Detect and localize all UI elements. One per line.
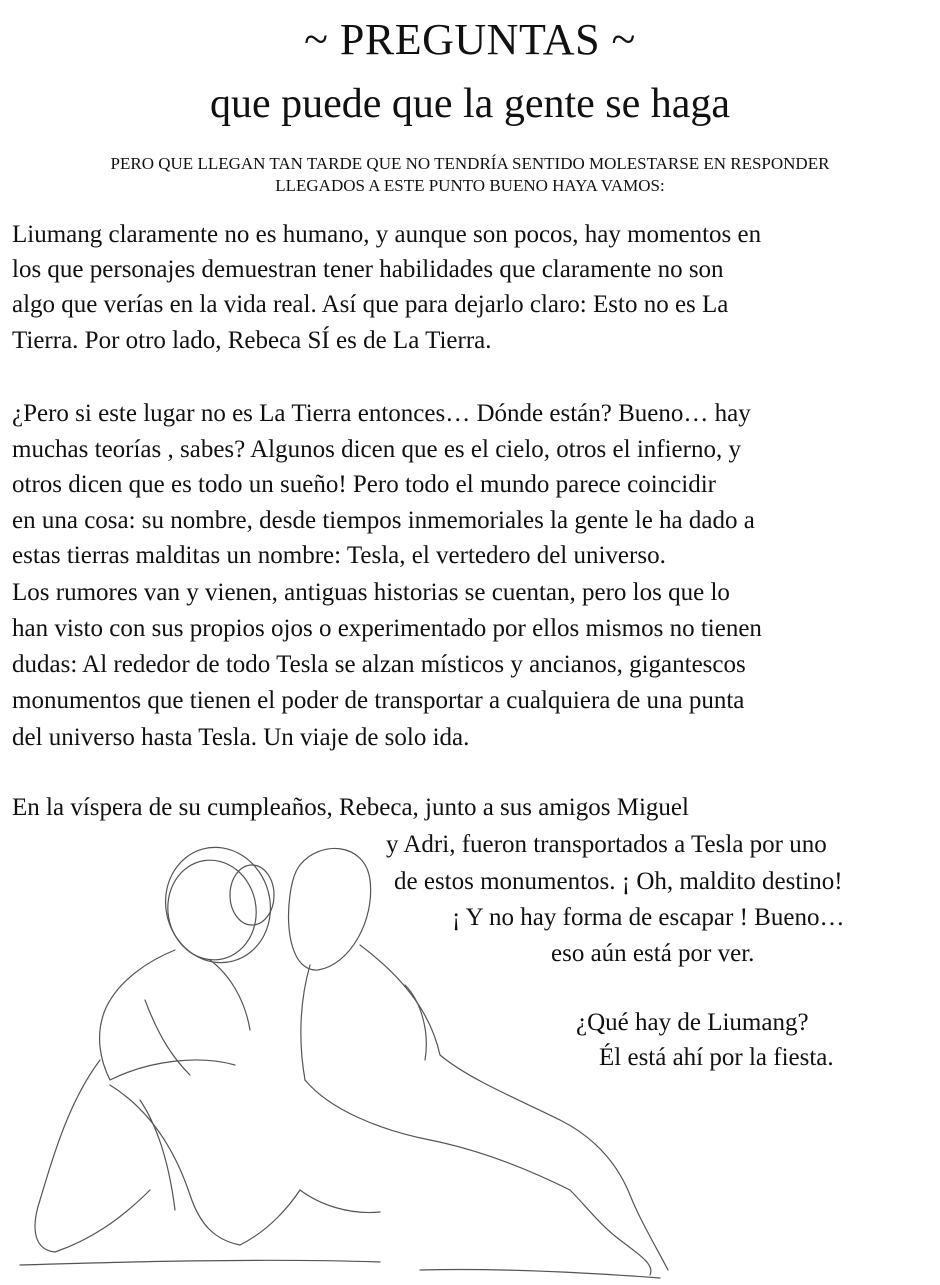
- paragraph-2-line: muchas teorías , sabes? Algunos dicen que es el cielo, otros el infierno, y: [12, 436, 741, 463]
- note-line-2: LLEGADOS A ESTE PUNTO BUENO HAYA VAMOS:: [275, 176, 665, 195]
- paragraph-1-line: los que personajes demuestran tener habilidades que claramente no son: [12, 256, 724, 283]
- paragraph-2-line: en una cosa: su nombre, desde tiempos inmemoriales la gente le ha dado a: [12, 507, 755, 534]
- paragraph-3-line: de estos monumentos. ¡ Oh, maldito destino!: [394, 868, 843, 895]
- paragraph-3-line: En la víspera de su cumpleaños, Rebeca, junto a sus amigos Miguel: [12, 794, 689, 821]
- paragraph-1-line: Liumang claramente no es humano, y aunque son pocos, hay momentos en: [12, 221, 762, 248]
- paragraph-1-line: Tierra. Por otro lado, Rebeca SÍ es de La Tierra.: [12, 327, 492, 354]
- paragraph-2-line: ¿Pero si este lugar no es La Tierra entonces… Dónde están? Bueno… hay: [12, 400, 751, 427]
- paragraph-2-line: monumentos que tienen el poder de transportar a cualquiera de una punta: [12, 687, 745, 714]
- page-title: ~ PREGUNTAS ~: [304, 15, 636, 64]
- paragraph-2-line: han visto con sus propios ojos o experimentado por ellos mismos no tienen: [12, 615, 762, 642]
- page-subtitle: que puede que la gente se haga: [209, 81, 731, 127]
- paragraph-1-line: algo que verías en la vida real. Así que para dejarlo claro: Esto no es La: [12, 291, 729, 318]
- paragraph-3-line: y Adri, fueron transportados a Tesla por uno: [386, 831, 827, 858]
- paragraph-2-line: Los rumores van y vienen, antiguas historias se cuentan, pero los que lo: [12, 579, 730, 606]
- paragraph-3-line: ¡ Y no hay forma de escapar ! Bueno…: [452, 904, 845, 931]
- note-line-1: PERO QUE LLEGAN TAN TARDE QUE NO TENDRÍA SENTIDO MOLESTARSE EN RESPONDER: [110, 154, 830, 173]
- paragraph-2-line: estas tierras malditas un nombre: Tesla, el vertedero del universo.: [12, 542, 666, 569]
- paragraph-4-line: ¿Qué hay de Liumang?: [576, 1009, 809, 1036]
- paragraph-4-line: Él está ahí por la fiesta.: [599, 1044, 834, 1071]
- paragraph-2-line: del universo hasta Tesla. Un viaje de solo ida.: [12, 724, 470, 751]
- paragraph-3-line: eso aún está por ver.: [551, 940, 755, 967]
- paragraph-2-line: otros dicen que es todo un sueño! Pero todo el mundo parece coincidir: [12, 471, 716, 498]
- paragraph-2-line: dudas: Al rededor de todo Tesla se alzan místicos y ancianos, gigantescos: [12, 651, 746, 678]
